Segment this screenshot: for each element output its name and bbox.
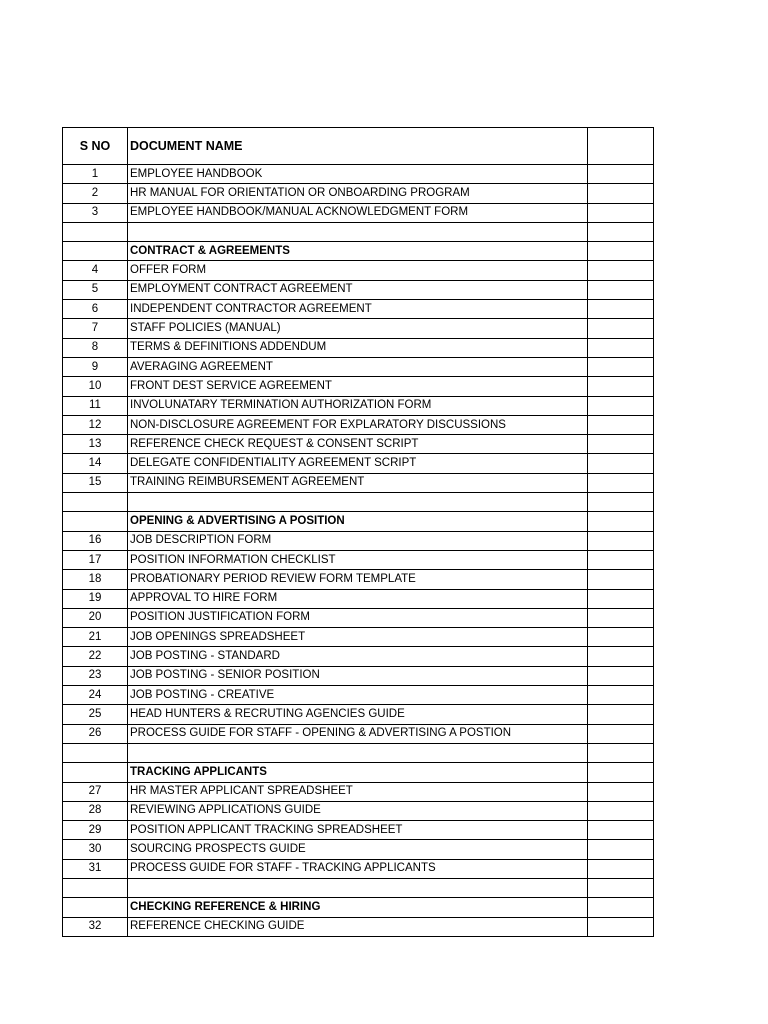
table-row <box>63 570 654 589</box>
header-extra <box>588 128 654 165</box>
header-document-name: DOCUMENT NAME <box>128 128 588 165</box>
row-extra-cell <box>588 589 654 608</box>
document-name: POSITION APPLICANT TRACKING SPREADSHEET <box>128 821 588 840</box>
row-sno <box>63 743 128 762</box>
row-extra-cell <box>588 435 654 454</box>
row-sno: 13 <box>63 435 128 454</box>
document-name: HR MASTER APPLICANT SPREADSHEET <box>128 782 588 801</box>
row-sno: 20 <box>63 608 128 627</box>
document-name: REVIEWING APPLICATIONS GUIDE <box>128 801 588 820</box>
row-sno: 8 <box>63 338 128 357</box>
row-sno: 3 <box>63 203 128 222</box>
document-name: PROBATIONARY PERIOD REVIEW FORM TEMPLATE <box>128 570 588 589</box>
document-name: AVERAGING AGREEMENT <box>128 357 588 376</box>
row-sno: 7 <box>63 319 128 338</box>
document-name: POSITION INFORMATION CHECKLIST <box>128 550 588 569</box>
blank-row <box>63 493 654 512</box>
row-extra-cell <box>588 242 654 261</box>
row-sno: 30 <box>63 840 128 859</box>
document-name: FRONT DEST SERVICE AGREEMENT <box>128 377 588 396</box>
table-row <box>63 203 654 222</box>
table-row <box>63 261 654 280</box>
document-name: JOB POSTING - STANDARD <box>128 647 588 666</box>
table-row <box>63 396 654 415</box>
row-sno: 14 <box>63 454 128 473</box>
row-extra-cell <box>588 917 654 936</box>
row-extra-cell <box>588 396 654 415</box>
section-title: OPENING & ADVERTISING A POSITION <box>128 512 588 531</box>
row-extra-cell <box>588 319 654 338</box>
document-name: JOB OPENINGS SPREADSHEET <box>128 628 588 647</box>
table-row <box>63 840 654 859</box>
table-row <box>63 319 654 338</box>
row-extra-cell <box>588 840 654 859</box>
row-extra-cell <box>588 608 654 627</box>
row-extra-cell <box>588 859 654 878</box>
document-name: REFERENCE CHECK REQUEST & CONSENT SCRIPT <box>128 435 588 454</box>
table-row <box>63 415 654 434</box>
row-sno: 19 <box>63 589 128 608</box>
table-row <box>63 338 654 357</box>
row-extra-cell <box>588 782 654 801</box>
blank-row <box>63 222 654 241</box>
row-sno: 27 <box>63 782 128 801</box>
row-sno: 28 <box>63 801 128 820</box>
table-row <box>63 184 654 203</box>
row-extra-cell <box>588 280 654 299</box>
table-row <box>63 917 654 936</box>
row-sno <box>63 898 128 917</box>
row-sno: 11 <box>63 396 128 415</box>
document-name: EMPLOYEE HANDBOOK/MANUAL ACKNOWLEDGMENT FORM <box>128 203 588 222</box>
document-name: DELEGATE CONFIDENTIALITY AGREEMENT SCRIPT <box>128 454 588 473</box>
row-extra-cell <box>588 878 654 897</box>
table-row <box>63 782 654 801</box>
row-sno: 12 <box>63 415 128 434</box>
section-header-row <box>63 512 654 531</box>
table-row <box>63 473 654 492</box>
row-extra-cell <box>588 222 654 241</box>
row-sno: 1 <box>63 165 128 184</box>
row-extra-cell <box>588 686 654 705</box>
document-name: INVOLUNATARY TERMINATION AUTHORIZATION FORM <box>128 396 588 415</box>
row-sno: 9 <box>63 357 128 376</box>
table-row <box>63 300 654 319</box>
table-row <box>63 357 654 376</box>
row-sno: 25 <box>63 705 128 724</box>
table-row <box>63 821 654 840</box>
row-extra-cell <box>588 647 654 666</box>
document-name <box>128 743 588 762</box>
row-sno: 26 <box>63 724 128 743</box>
row-extra-cell <box>588 531 654 550</box>
row-sno: 31 <box>63 859 128 878</box>
row-sno: 6 <box>63 300 128 319</box>
table-row <box>63 531 654 550</box>
blank-row <box>63 743 654 762</box>
document-name: PROCESS GUIDE FOR STAFF - TRACKING APPLICANTS <box>128 859 588 878</box>
table-row <box>63 435 654 454</box>
document-name: OFFER FORM <box>128 261 588 280</box>
row-sno <box>63 242 128 261</box>
table-body <box>63 165 654 937</box>
table-row <box>63 801 654 820</box>
row-extra-cell <box>588 724 654 743</box>
section-header-row <box>63 898 654 917</box>
document-name: INDEPENDENT CONTRACTOR AGREEMENT <box>128 300 588 319</box>
row-sno: 10 <box>63 377 128 396</box>
document-name: JOB POSTING - SENIOR POSITION <box>128 666 588 685</box>
table-row <box>63 280 654 299</box>
row-extra-cell <box>588 628 654 647</box>
row-sno: 4 <box>63 261 128 280</box>
row-sno: 5 <box>63 280 128 299</box>
section-header-row <box>63 763 654 782</box>
row-sno: 32 <box>63 917 128 936</box>
row-sno: 24 <box>63 686 128 705</box>
row-extra-cell <box>588 184 654 203</box>
row-extra-cell <box>588 300 654 319</box>
table-row <box>63 647 654 666</box>
section-title: CONTRACT & AGREEMENTS <box>128 242 588 261</box>
table-row <box>63 724 654 743</box>
document-name: HR MANUAL FOR ORIENTATION OR ONBOARDING PROGRAM <box>128 184 588 203</box>
row-extra-cell <box>588 550 654 569</box>
row-extra-cell <box>588 743 654 762</box>
table-row <box>63 686 654 705</box>
row-sno <box>63 222 128 241</box>
row-sno: 29 <box>63 821 128 840</box>
document-name: PROCESS GUIDE FOR STAFF - OPENING & ADVERTISING A POSTION <box>128 724 588 743</box>
document-name <box>128 222 588 241</box>
table-row <box>63 165 654 184</box>
row-extra-cell <box>588 203 654 222</box>
document-name: APPROVAL TO HIRE FORM <box>128 589 588 608</box>
row-extra-cell <box>588 454 654 473</box>
row-extra-cell <box>588 763 654 782</box>
row-sno <box>63 512 128 531</box>
row-sno: 15 <box>63 473 128 492</box>
document-name: POSITION JUSTIFICATION FORM <box>128 608 588 627</box>
document-name: NON-DISCLOSURE AGREEMENT FOR EXPLARATORY DISCUSSIONS <box>128 415 588 434</box>
table-row <box>63 705 654 724</box>
section-title: CHECKING REFERENCE & HIRING <box>128 898 588 917</box>
row-extra-cell <box>588 705 654 724</box>
section-title: TRACKING APPLICANTS <box>128 763 588 782</box>
section-header-row <box>63 242 654 261</box>
document-name: EMPLOYMENT CONTRACT AGREEMENT <box>128 280 588 299</box>
document-name: EMPLOYEE HANDBOOK <box>128 165 588 184</box>
document-name: REFERENCE CHECKING GUIDE <box>128 917 588 936</box>
table-row <box>63 550 654 569</box>
row-extra-cell <box>588 377 654 396</box>
document-name: STAFF POLICIES (MANUAL) <box>128 319 588 338</box>
row-extra-cell <box>588 338 654 357</box>
row-extra-cell <box>588 801 654 820</box>
row-extra-cell <box>588 357 654 376</box>
document-name <box>128 493 588 512</box>
row-extra-cell <box>588 165 654 184</box>
table-row <box>63 608 654 627</box>
row-extra-cell <box>588 570 654 589</box>
row-sno: 21 <box>63 628 128 647</box>
row-extra-cell <box>588 473 654 492</box>
row-extra-cell <box>588 415 654 434</box>
row-extra-cell <box>588 512 654 531</box>
document-name: JOB POSTING - CREATIVE <box>128 686 588 705</box>
document-name: TERMS & DEFINITIONS ADDENDUM <box>128 338 588 357</box>
table-row <box>63 377 654 396</box>
row-sno <box>63 493 128 512</box>
row-sno: 18 <box>63 570 128 589</box>
row-extra-cell <box>588 821 654 840</box>
row-sno: 16 <box>63 531 128 550</box>
table-row <box>63 859 654 878</box>
table-row <box>63 666 654 685</box>
table-row <box>63 589 654 608</box>
document-name: TRAINING REIMBURSEMENT AGREEMENT <box>128 473 588 492</box>
row-sno: 22 <box>63 647 128 666</box>
document-name: HEAD HUNTERS & RECRUTING AGENCIES GUIDE <box>128 705 588 724</box>
row-extra-cell <box>588 493 654 512</box>
row-sno: 23 <box>63 666 128 685</box>
document-list-table <box>62 127 654 937</box>
table-row <box>63 628 654 647</box>
document-name <box>128 878 588 897</box>
row-extra-cell <box>588 261 654 280</box>
header-sno: S NO <box>63 128 128 165</box>
row-sno <box>63 763 128 782</box>
blank-row <box>63 878 654 897</box>
row-extra-cell <box>588 666 654 685</box>
table-row <box>63 454 654 473</box>
document-name: JOB DESCRIPTION FORM <box>128 531 588 550</box>
row-sno: 2 <box>63 184 128 203</box>
document-name: SOURCING PROSPECTS GUIDE <box>128 840 588 859</box>
row-extra-cell <box>588 898 654 917</box>
row-sno <box>63 878 128 897</box>
row-sno: 17 <box>63 550 128 569</box>
table-header-row <box>63 128 654 165</box>
